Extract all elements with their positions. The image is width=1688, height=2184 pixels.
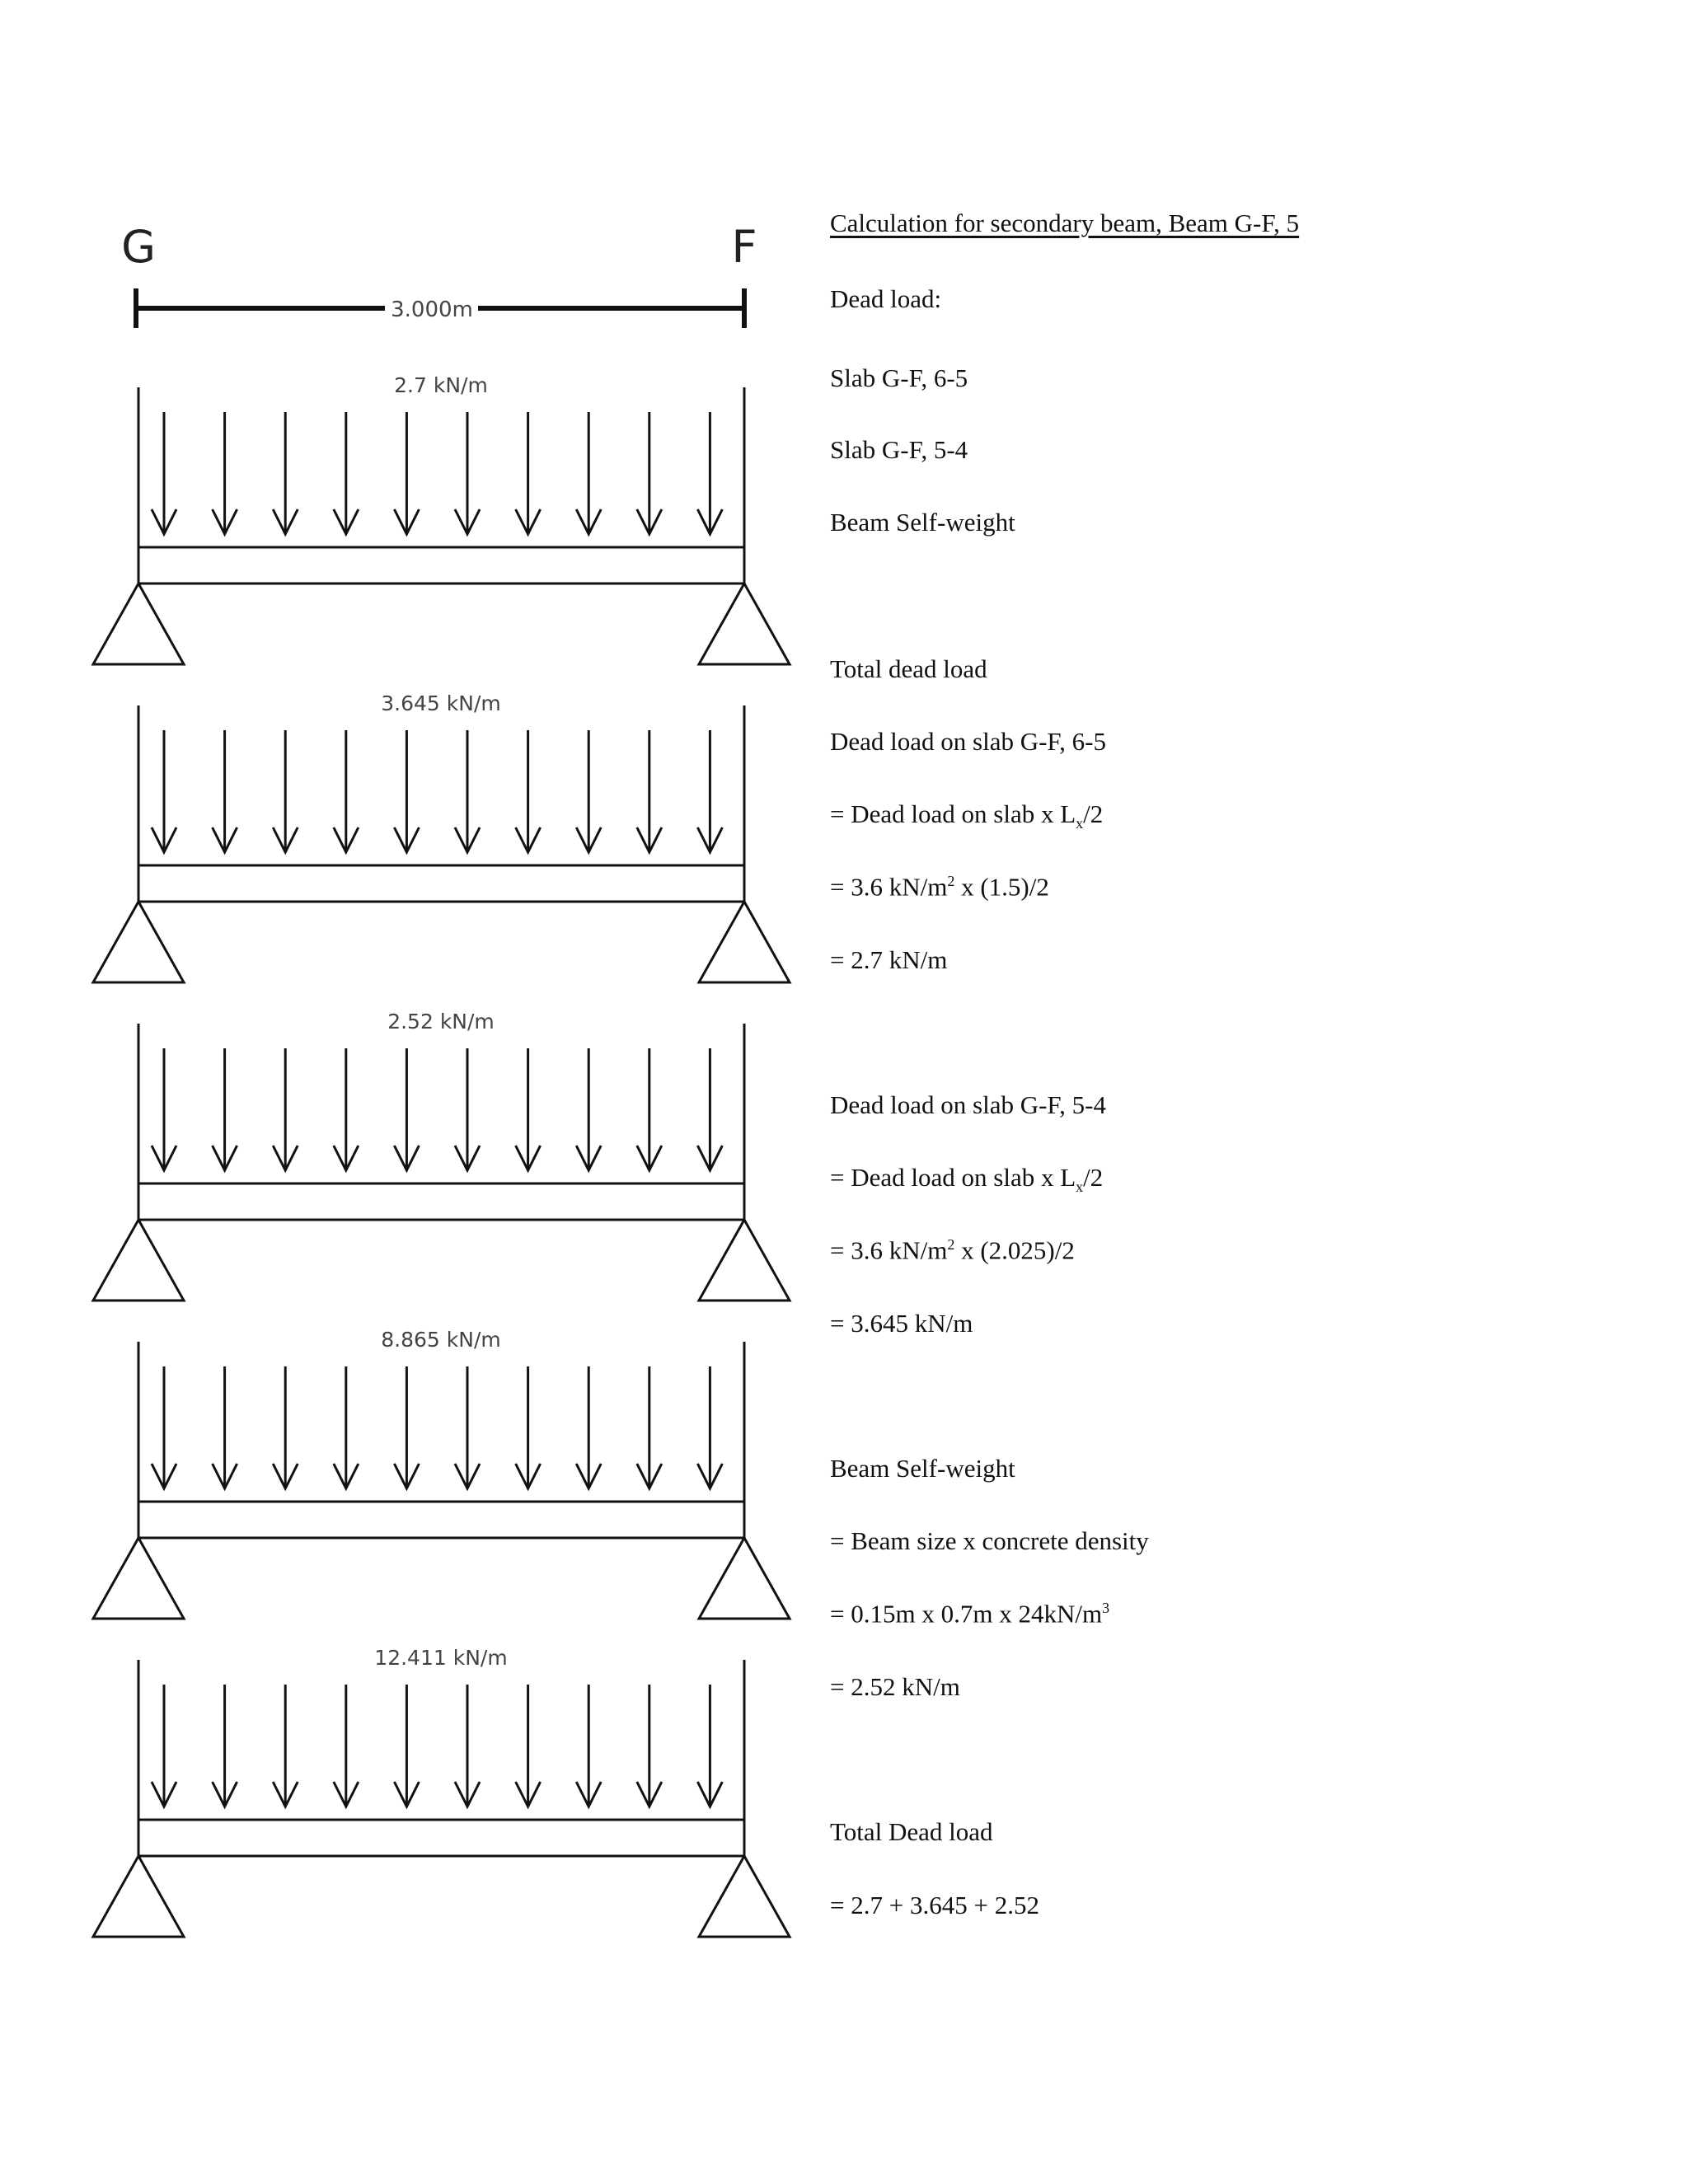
equation-1: = Dead load on slab x $L_x/2$: [830, 799, 1104, 832]
load-label: 12.411 kN/m: [374, 1646, 508, 1670]
total-dead-load-label: Total dead load: [830, 654, 987, 683]
equation-10: = 2.7 + 3.645 + 2.52: [830, 1891, 1039, 1919]
equation-2: = 3.6 $kN/m^2$ x (1.5)/2: [830, 872, 1049, 902]
equation-9: = 2.52 kN/m: [830, 1672, 960, 1701]
load-label: 3.645 kN/m: [381, 691, 501, 715]
equation-7: = Beam size x concrete density: [830, 1526, 1149, 1555]
slab-65-label: Slab G-F, 6-5: [830, 363, 968, 392]
equation-8: = 0.15m x 0.7m x $24kN/m^3$: [830, 1599, 1110, 1629]
beam-self-weight-label-2: Beam Self-weight: [830, 1454, 1015, 1483]
load-label: 2.7 kN/m: [394, 373, 488, 397]
pin-support-left: [93, 1856, 184, 1937]
beam-member: [138, 1502, 744, 1538]
beam-self-weight-label: Beam Self-weight: [830, 508, 1015, 537]
pin-support-right: [699, 1220, 790, 1301]
beam-member: [138, 865, 744, 902]
span-header: [121, 221, 757, 328]
node-label-f: F: [731, 221, 757, 273]
load-label: 2.52 kN/m: [387, 1010, 495, 1033]
beam-load-diagram: [0, 0, 824, 1994]
pin-support-left: [93, 1220, 184, 1301]
equation-5: = 3.6 $kN/m^2$ x (2.025)/2: [830, 1235, 1075, 1265]
pin-support-right: [699, 902, 790, 982]
pin-support-left: [93, 902, 184, 982]
beam-member: [138, 547, 744, 583]
pin-support-left: [93, 583, 184, 664]
pin-support-left: [93, 1538, 184, 1619]
dead-load-slab-54-label: Dead load on slab G-F, 5-4: [830, 1090, 1107, 1119]
pin-support-right: [699, 583, 790, 664]
pin-support-right: [699, 1856, 790, 1937]
node-label-g: G: [121, 221, 156, 273]
equation-3: = 2.7 kN/m: [830, 945, 948, 974]
load-label: 8.865 kN/m: [381, 1328, 501, 1352]
pin-support-right: [699, 1538, 790, 1619]
calculation-heading: Calculation for secondary beam, Beam G-F, 5: [830, 209, 1300, 237]
beam-member: [138, 1183, 744, 1220]
total-dead-load-label-2: Total Dead load: [830, 1817, 993, 1846]
dead-load-label: Dead load:: [830, 284, 942, 313]
equation-4: = Dead load on slab x $L_x/2$: [830, 1163, 1104, 1196]
equation-6: = 3.645 kN/m: [830, 1309, 973, 1338]
span-length-label: 3.000m: [391, 298, 473, 322]
beam-panels: [93, 373, 790, 1937]
slab-54-label: Slab G-F, 5-4: [830, 435, 968, 464]
beam-member: [138, 1820, 744, 1856]
dead-load-slab-65-label: Dead load on slab G-F, 6-5: [830, 727, 1107, 756]
